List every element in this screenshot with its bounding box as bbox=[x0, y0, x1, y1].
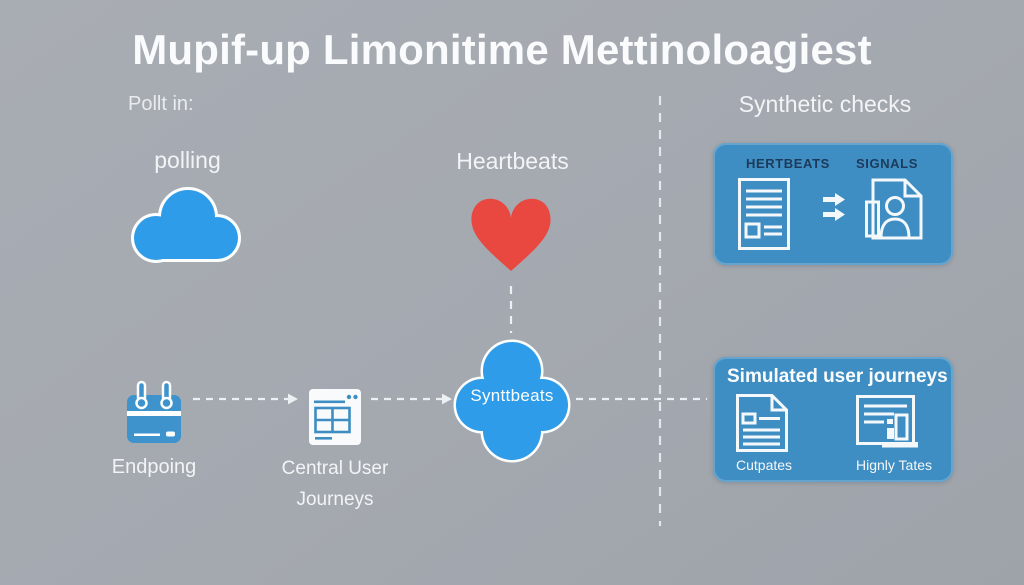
central-user-label-line1: Central User bbox=[281, 458, 389, 479]
journeys-card-title: Simulated user journeys bbox=[727, 366, 948, 387]
person-document-icon bbox=[865, 176, 925, 240]
browser-window-icon bbox=[308, 388, 362, 451]
synthetic-checks-card bbox=[713, 143, 953, 265]
arrowhead-icon bbox=[288, 394, 298, 405]
document-page-icon bbox=[736, 394, 788, 452]
card-heartbeats-label: HERTBEATS bbox=[746, 156, 830, 171]
synthetic-cloud-label: Synttbeats bbox=[470, 386, 554, 405]
card-signals-label: SIGNALS bbox=[856, 156, 918, 171]
document-lines-icon bbox=[738, 178, 790, 250]
simulated-user-journeys-card bbox=[713, 357, 953, 482]
poll-in-label: Pollt in: bbox=[128, 93, 194, 115]
heartbeats-label: Heartbeats bbox=[456, 148, 569, 174]
cloud-icon bbox=[128, 184, 246, 271]
central-user-journeys-label bbox=[275, 453, 395, 515]
heart-icon bbox=[468, 192, 554, 281]
calendar-icon bbox=[122, 380, 186, 453]
polling-label: polling bbox=[154, 147, 221, 173]
synthetic-checks-heading: Synthetic checks bbox=[738, 91, 912, 117]
arrowhead-icon bbox=[442, 394, 452, 405]
central-user-label-line2: Journeys bbox=[296, 489, 374, 510]
diagram-title: Mupif-up Limonitime Mettinoloagiest bbox=[132, 26, 872, 73]
report-chart-icon bbox=[856, 395, 922, 451]
journeys-right-caption: Hignly Tates bbox=[856, 457, 933, 473]
journeys-left-caption: Cutpates bbox=[736, 457, 793, 473]
double-arrow-right-icon bbox=[823, 193, 845, 221]
endpoint-label: Endpoing bbox=[111, 456, 197, 478]
